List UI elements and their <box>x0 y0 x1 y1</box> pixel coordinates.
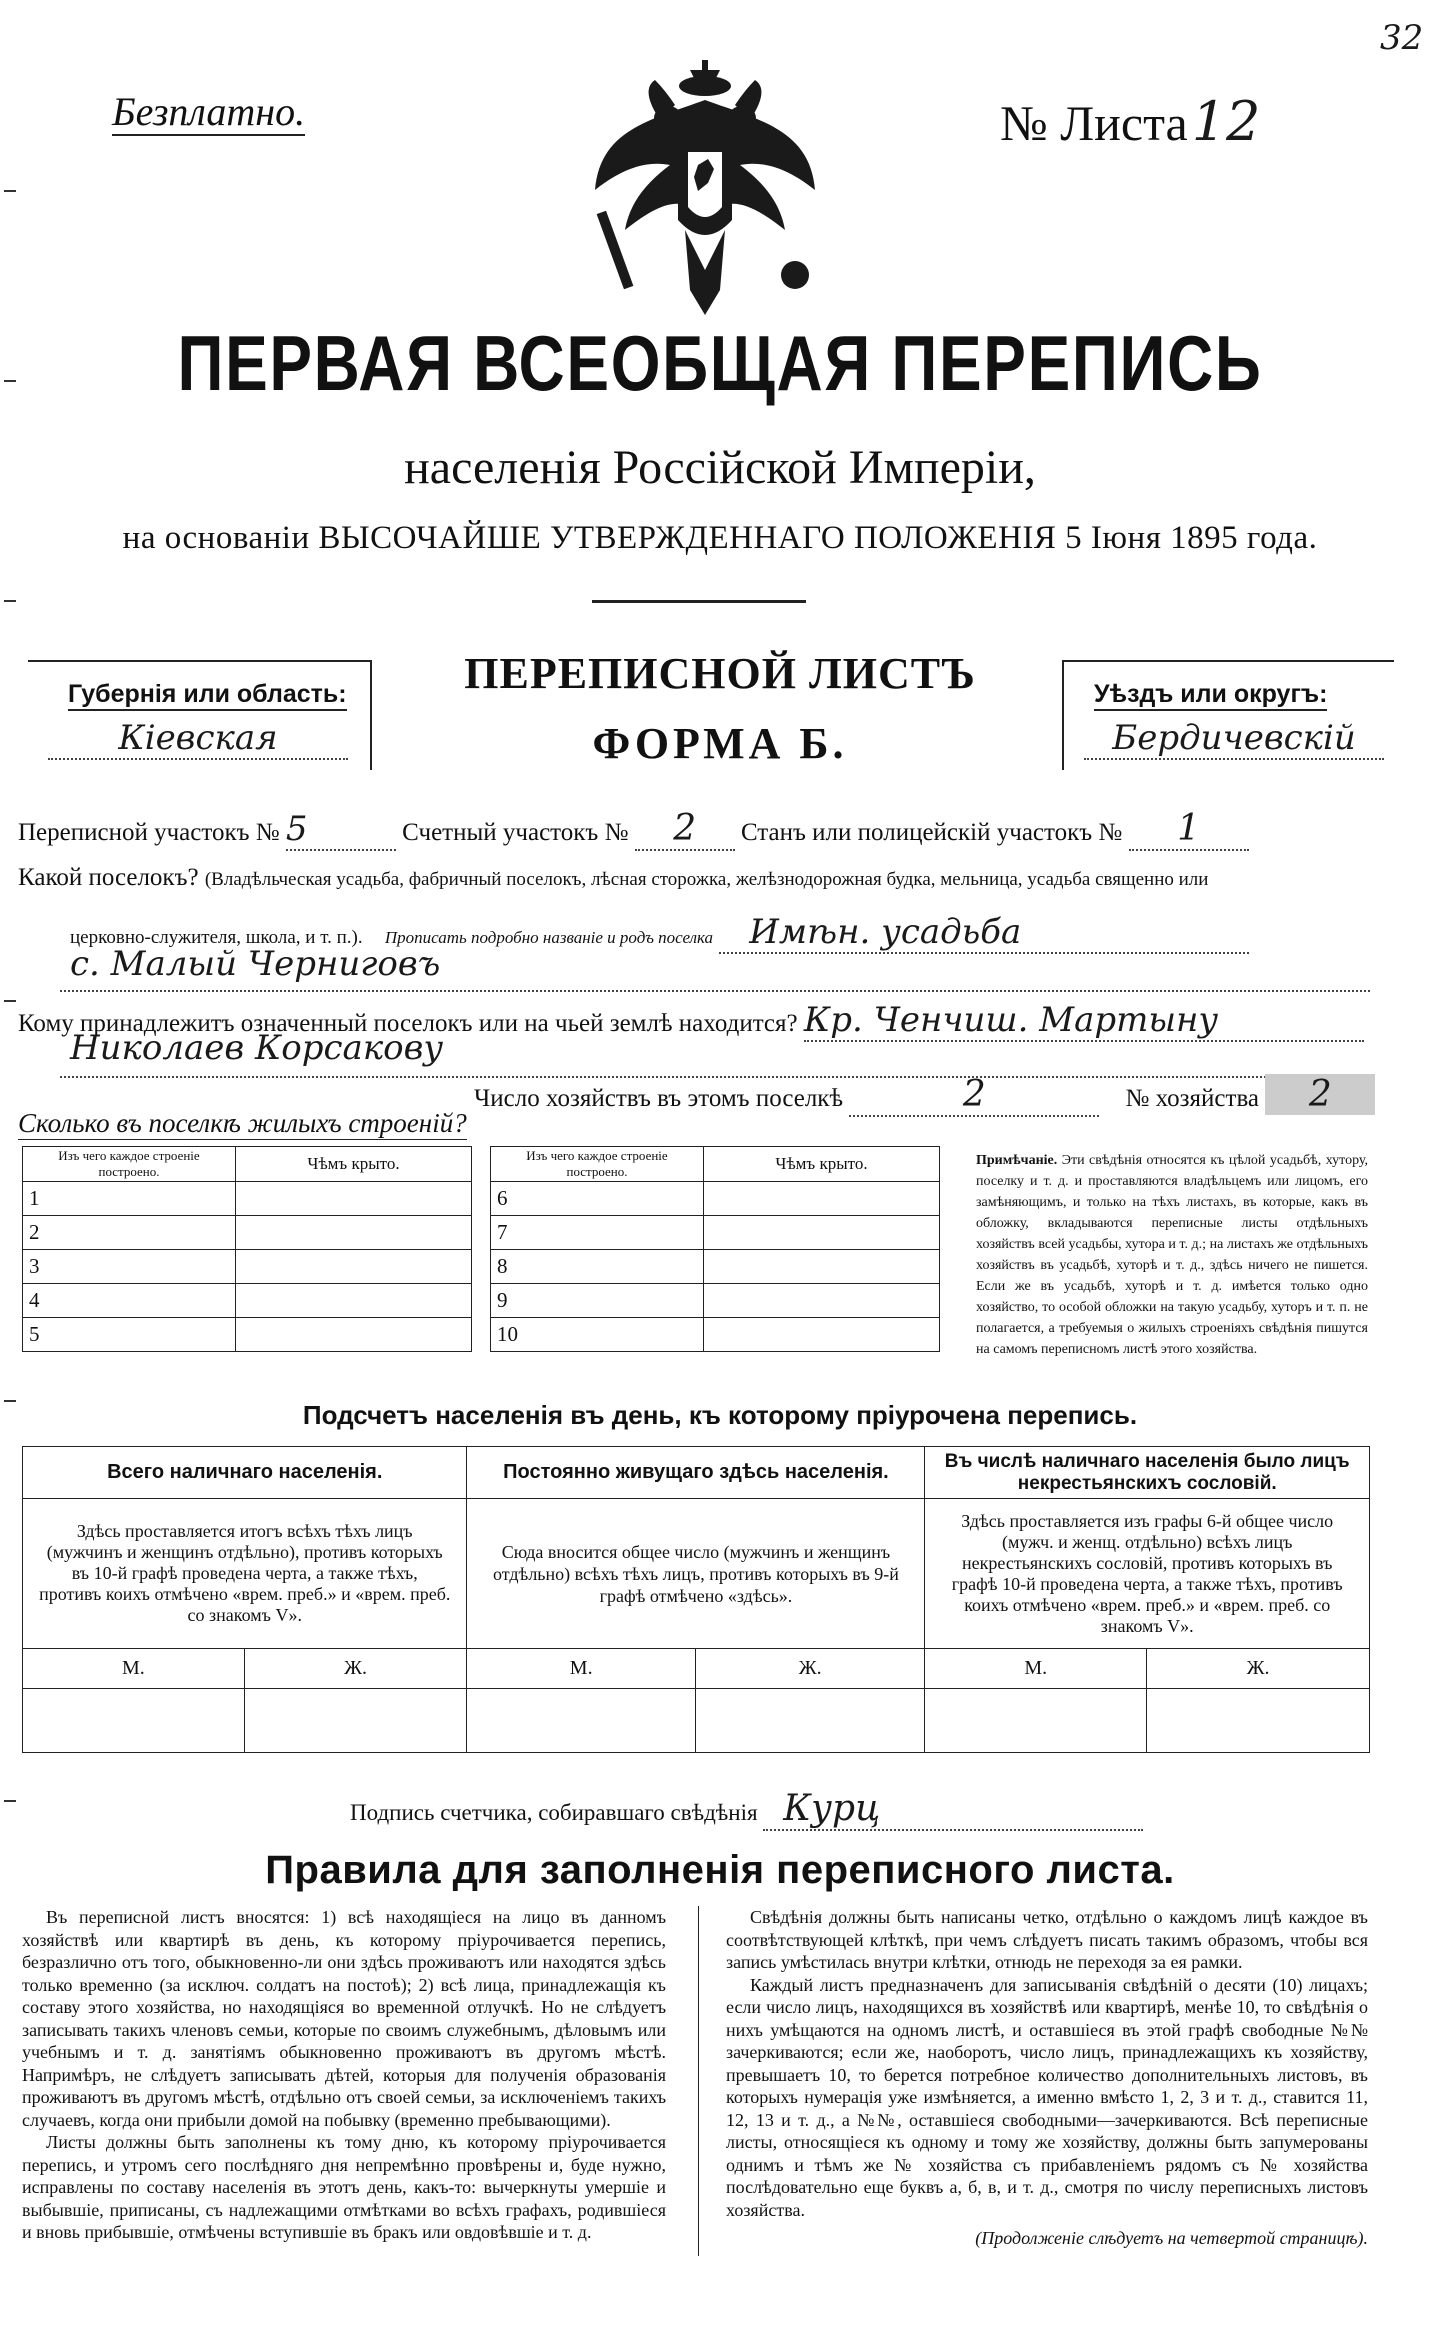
census-title: ПЕРВАЯ ВСЕОБЩАЯ ПЕРЕПИСЬ <box>177 319 1263 407</box>
gubernia-box <box>28 660 372 770</box>
population-section-title: Подсчетъ населенія въ день, къ которому пріурочена перепись. <box>302 1400 1138 1430</box>
buildings-table-right <box>490 1146 940 1352</box>
rules-right-paragraph-1: Свѣдѣнія должны быть написаны четко, отдѣльно о каждомъ лицѣ каждое въ соотвѣтствующей клѣткѣ, при чемъ слѣдуетъ писать такимъ образомъ, чтобы вся запись умѣстилась внутри клѣтки, отнюдь не переходя за ея рамки. <box>726 1907 1368 1972</box>
households-label: Число хозяйствъ въ этомъ поселкѣ <box>474 1085 844 1112</box>
settlement-value-1[interactable]: Имѣн. усадьба <box>719 912 1249 954</box>
col-roof: Чѣмъ крыто. <box>704 1147 940 1182</box>
roof-cell[interactable] <box>704 1182 940 1216</box>
margin-tick <box>4 380 16 382</box>
settlement-hint-2: церковно-служителя, школа, и т. п.). <box>70 927 363 948</box>
col-material: Изъ чего каждое строеніе построено. <box>491 1147 704 1182</box>
divider <box>592 600 806 603</box>
note-title: Примѣчаніе. <box>976 1153 1058 1168</box>
table-row[interactable]: 2 <box>23 1216 236 1250</box>
rules-left-paragraph-1: Въ переписной листъ вносятся: 1) всѣ находящіеся на лицо въ данномъ хозяйствѣ или квартирѣ въ день, къ которому пріурочивается перепись, безразлично отъ того, обыкновенно-ли они здѣсь проживаютъ или находятся здѣсь только временно (за исключ. солдатъ на постоѣ); 2) всѣ лица, принадлежащія къ составу этого хозяйства, но находящіяся во временной отлучкѣ. Но не слѣдуетъ записывать такихъ членовъ семьи, которые по своимъ служебнымъ, дѣловымъ или учебнымъ и т. д. занятіямъ обыкновенно проживаютъ въ другомъ мѣстѣ. Напримѣръ, не слѣдуетъ записывать дѣтей, которыя для полученія образованія проживаютъ въ другомъ мѣстѣ, отдѣльно отъ своей семьи, за исключеніемъ такихъ случаевъ, когда они прибыли домой на побывку (временно пребывающими). <box>22 1907 666 2130</box>
rules-left-column <box>22 1906 666 2244</box>
col-roof: Чѣмъ крыто. <box>236 1147 472 1182</box>
roof-cell[interactable] <box>236 1216 472 1250</box>
counting-district-value[interactable]: 2 <box>635 808 735 851</box>
form-heading: ПЕРЕПИСНОЙ ЛИСТЪ <box>464 649 976 698</box>
household-number-value[interactable]: 2 <box>1265 1074 1375 1115</box>
roof-cell[interactable] <box>704 1250 940 1284</box>
roof-cell[interactable] <box>236 1318 472 1352</box>
imperial-eagle-emblem <box>590 60 820 320</box>
col-resident-text: Сюда вносится общее число (мужчинъ и женщинъ отдѣльно) всѣхъ тѣхъ лицъ, противъ которыхъ въ 9-й графѣ отмѣчено «здѣсь». <box>467 1499 925 1649</box>
uezd-box <box>1062 660 1394 770</box>
male-resident-cell[interactable] <box>467 1689 695 1753</box>
table-row[interactable]: 4 <box>23 1284 236 1318</box>
margin-tick <box>4 1800 16 1802</box>
form-subheading: ФОРМА Б. <box>592 719 848 768</box>
settlement-label: Какой поселокъ? <box>18 864 199 891</box>
col-resident-heading: Постоянно живущаго здѣсь населенія. <box>467 1447 925 1499</box>
margin-tick <box>4 600 16 602</box>
settlement-line <box>18 864 1208 892</box>
table-row[interactable]: 5 <box>23 1318 236 1352</box>
rules-continuation: (Продолженіе слѣдуетъ на четвертой страницѣ). <box>975 2228 1368 2248</box>
signature-line <box>350 1788 1143 1831</box>
gubernia-value[interactable]: Кіевская <box>48 718 348 760</box>
population-table <box>22 1446 1370 1753</box>
counting-district-label: Счетный участокъ № <box>402 819 629 846</box>
signature-label: Подпись счетчика, собиравшаго свѣдѣнія <box>350 1800 758 1825</box>
buildings-table-left <box>22 1146 472 1352</box>
margin-tick <box>4 190 16 192</box>
roof-cell[interactable] <box>704 1216 940 1250</box>
female-header: Ж. <box>244 1649 467 1689</box>
corner-mark: 32 <box>1380 18 1424 58</box>
female-header: Ж. <box>695 1649 925 1689</box>
owner-value-2[interactable]: Николаев Корсакову <box>60 1028 1370 1078</box>
households-value[interactable]: 2 <box>849 1074 1099 1117</box>
table-row[interactable]: 9 <box>491 1284 704 1318</box>
settlement-instruction: Прописать подробно названіе и родъ поселка <box>384 928 714 947</box>
uezd-value[interactable]: Бердичевскій <box>1084 718 1384 760</box>
uezd-label: Уѣздъ или округъ: <box>1094 680 1327 711</box>
note-text: Эти свѣдѣнія относятся къ цѣлой усадьбѣ, хутору, поселку и т. д. и проставляются владѣльцемъ или лицомъ, его замѣняющимъ, и только на тѣхъ листахъ, въ которые, какъ въ обложку, вкладываются переписные листы отдѣльныхъ хозяйствъ всей усадьбы, хутора и т. д.; на листахъ же отдѣльныхъ хозяйствъ въ усадьбѣ, хуторѣ и т. д., здѣсь ничего не пишется. Если же въ усадьбѣ, хуторѣ и т. д. имѣется только одно хозяйство, то особой обложки на такую усадьбу, хуторъ и т. п. не полагается, а требуемыя о жилыхъ строеніяхъ свѣдѣнія пишутся на самомъ переписномъ листѣ этого хозяйства. <box>976 1153 1369 1357</box>
settlement-hint: (Владѣльческая усадьба, фабричный поселокъ, лѣсная сторожка, желѣзнодорожная будка, мельница, усадьба священно или <box>204 869 1209 890</box>
rules-title: Правила для заполненія переписного листа. <box>265 1848 1175 1892</box>
signature-value[interactable]: Курц <box>763 1788 1143 1831</box>
roof-cell[interactable] <box>704 1284 940 1318</box>
female-resident-cell[interactable] <box>695 1689 925 1753</box>
female-header: Ж. <box>1147 1649 1370 1689</box>
gubernia-label: Губернія или область: <box>68 680 347 711</box>
settlement-value-2[interactable]: с. Малый Черниговъ <box>60 944 1370 992</box>
male-total-cell[interactable] <box>23 1689 245 1753</box>
male-header: М. <box>925 1649 1147 1689</box>
rules-left-paragraph-2: Листы должны быть заполнены къ тому дню, къ которому пріурочивается перепись, и утромъ сего послѣдняго дня непремѣнно провѣрены и, буде нужно, исправлены по составу населенія въ этотъ день, какъ-то: вычеркнуты умершіе и выбывшіе, приписаны, съ надлежащими отмѣтками во всѣхъ графахъ, родившіеся и вновь прибывшіе, отмѣчены вступившіе въ бракъ или овдовѣвшіе и т. д. <box>22 2132 666 2242</box>
sheet-number <box>1000 90 1260 153</box>
margin-tick <box>4 1000 16 1002</box>
male-header: М. <box>23 1649 245 1689</box>
buildings-note <box>976 1150 1368 1360</box>
rules-right-paragraph-2: Каждый листъ предназначенъ для записыванія свѣдѣній о десяти (10) лицахъ; если число лицъ, находящихся въ хозяйствѣ или квартирѣ, менѣе 10, то свѣдѣнія о нихъ умѣщаются на одномъ листѣ, и оставшіеся въ этой графѣ свободные №№ зачеркиваются; если же, наоборотъ, число лицъ, принадлежащихъ къ хозяйству, превышаетъ 10, то берется потребное количество дополнительныхъ листовъ, въ которыхъ нумерація уже измѣняется, а именно вмѣсто 1, 2, 3 и т. д., ставится 11, 12, 13 и т. д., а №№, оставшіеся свободными—зачеркиваются. Всѣ переписные листы, относящіеся къ одному и тому же хозяйству, должны быть запумерованы однимъ и тѣмъ же № хозяйства съ прибавленіемъ рядомъ съ № хозяйства послѣдовательно еще буквъ а, б, в, и т. д., смотря по числу переписныхъ листовъ хозяйства. <box>726 1974 1368 2220</box>
col-total-text: Здѣсь проставляется итогъ всѣхъ тѣхъ лицъ (мужчинъ и женщинъ отдѣльно), противъ которыхъ въ 10-й графѣ проведена черта, а также тѣхъ, противъ коихъ отмѣчено «врем. преб.» и «врем. преб. со знакомъ V». <box>23 1499 467 1649</box>
owner-label: Кому принадлежитъ означенный поселокъ или на чьей землѣ находится? <box>18 1010 798 1037</box>
household-number-label: № хозяйства <box>1125 1085 1260 1112</box>
roof-cell[interactable] <box>704 1318 940 1352</box>
table-row[interactable]: 10 <box>491 1318 704 1352</box>
census-decree-line: на основаніи ВЫСОЧАЙШЕ УТВЕРЖДЕННАГО ПОЛОЖЕНІЯ 5 Іюня 1895 года. <box>122 520 1318 556</box>
table-row[interactable]: 8 <box>491 1250 704 1284</box>
col-nonpeasant-heading: Въ числѣ наличнаго населенія было лицъ некрестьянскихъ сословій. <box>925 1447 1370 1499</box>
col-material: Изъ чего каждое строеніе построено. <box>23 1147 236 1182</box>
roof-cell[interactable] <box>236 1284 472 1318</box>
sheet-number-value: 12 <box>1191 90 1261 153</box>
female-total-cell[interactable] <box>244 1689 467 1753</box>
col-total-heading: Всего наличнаго населенія. <box>23 1447 467 1499</box>
households-line <box>474 1074 1375 1117</box>
sheet-number-label: № Листа <box>1000 95 1188 151</box>
owner-value-1[interactable]: Кр. Ченчиш. Мартыну <box>804 1000 1364 1042</box>
table-row[interactable]: 6 <box>491 1182 704 1216</box>
free-of-charge-label: Безплатно. <box>112 89 306 134</box>
table-row[interactable]: 3 <box>23 1250 236 1284</box>
stan-value[interactable]: 1 <box>1129 808 1249 851</box>
column-divider <box>698 1906 699 2256</box>
female-nonpeasant-cell[interactable] <box>1147 1689 1370 1753</box>
census-subtitle: населенія Россійской Имперіи, <box>404 441 1036 494</box>
district-line <box>18 808 1249 851</box>
roof-cell[interactable] <box>236 1182 472 1216</box>
buildings-label: Сколько въ поселкѣ жилыхъ строеній? <box>18 1108 467 1138</box>
roof-cell[interactable] <box>236 1250 472 1284</box>
stan-label: Станъ или полицейскій участокъ № <box>740 819 1123 846</box>
male-nonpeasant-cell[interactable] <box>925 1689 1147 1753</box>
census-district-value[interactable]: 5 <box>286 809 396 851</box>
census-district-label: Переписной участокъ № <box>18 819 280 846</box>
table-row[interactable]: 1 <box>23 1182 236 1216</box>
rules-right-column <box>726 1906 1368 2250</box>
male-header: М. <box>467 1649 695 1689</box>
table-row[interactable]: 7 <box>491 1216 704 1250</box>
col-nonpeasant-text: Здѣсь проставляется изъ графы 6-й общее число (мужч. и женщ. отдѣльно) всѣхъ лицъ некрестьянскихъ сословій, противъ которыхъ въ графѣ 10-й проведена черта, а также тѣхъ, противъ коихъ отмѣчено «врем. преб.» и «врем. преб. со знакомъ V». <box>925 1499 1370 1649</box>
